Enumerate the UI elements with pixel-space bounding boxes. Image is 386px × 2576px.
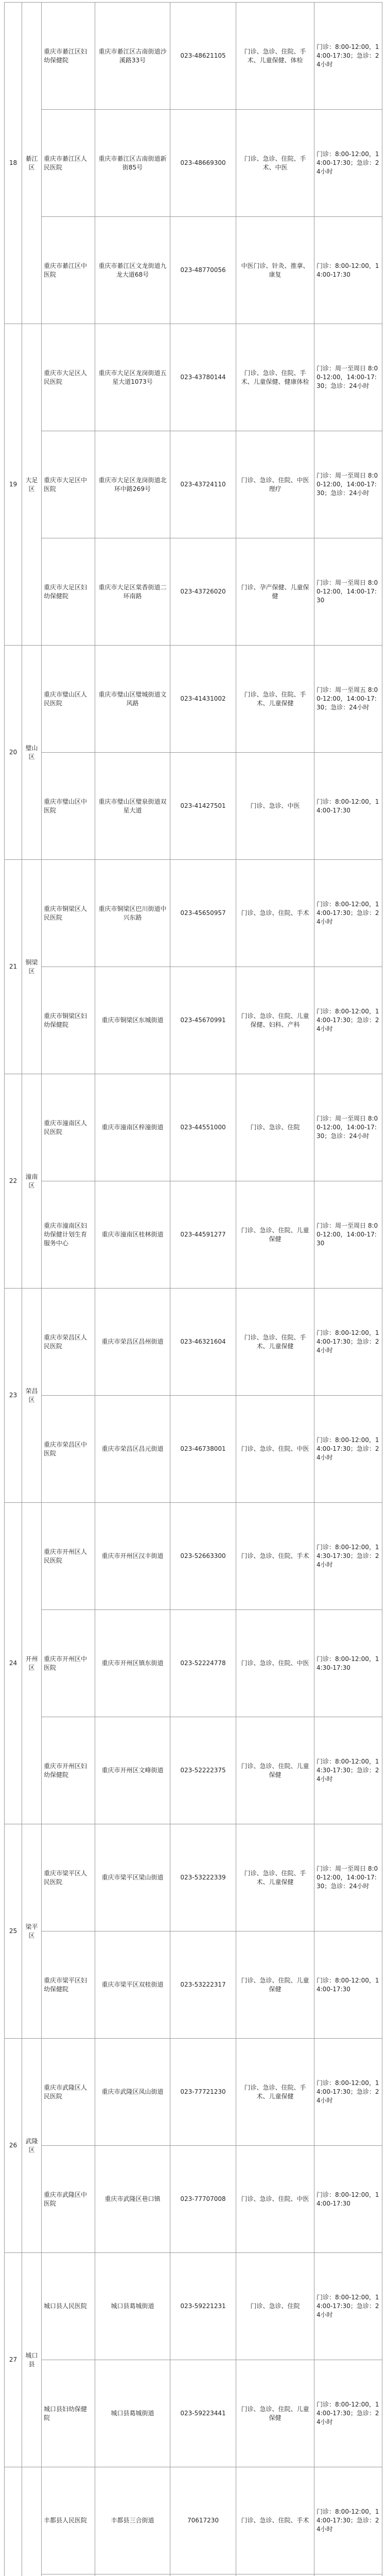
table-row <box>5 1289 382 1396</box>
hospital-phone[interactable]: 023-48770056 <box>170 217 236 324</box>
hospital-hours: 门诊：8:00-12:00，14:00-17:30；急诊：24小时 <box>314 2467 382 2574</box>
hospital-name: 重庆市綦江区人民医院 <box>42 110 95 217</box>
hospital-hours: 门诊：8:00-12:00，14:00-17:30；急诊：24小时 <box>314 2253 382 2360</box>
table-row <box>5 217 382 324</box>
hospital-hours: 门诊：8:00-12:00，14:00-17:30；急诊：24小时 <box>314 1396 382 1503</box>
hospital-address: 重庆市綦江区古南街道沙溪路33号 <box>95 3 170 110</box>
hospital-hours: 门诊：周一至周日 8:00-12:00，14:00-17:30；急诊：24小时 <box>314 431 382 538</box>
hospital-phone[interactable]: 023-48621105 <box>170 3 236 110</box>
hospital-phone[interactable]: 023-44551000 <box>170 1074 236 1181</box>
hospital-name: 重庆市大足区妇幼保健院 <box>42 538 95 646</box>
hospital-name: 重庆市綦江区妇幼保健院 <box>42 3 95 110</box>
hospital-hours <box>314 2574 382 2576</box>
hospital-table-body <box>5 3 382 2576</box>
hospital-name: 重庆市荣昌区中医院 <box>42 1396 95 1503</box>
hospital-services: 门诊、急诊、住院、儿童保健、妇科、产科 <box>236 967 314 1074</box>
table-row <box>5 967 382 1074</box>
table-row <box>5 2039 382 2146</box>
hospital-name: 重庆市荣昌区人民医院 <box>42 1289 95 1396</box>
hospital-services: 门诊、孕产保健、儿童保健 <box>236 538 314 646</box>
table-row <box>5 2360 382 2467</box>
group-number: 25 <box>5 1824 22 2039</box>
group-number <box>5 2467 22 2576</box>
hospital-address: 重庆市开州区汉丰街道 <box>95 1503 170 1610</box>
hospital-address: 重庆市大足区龙岗街道北环中路269号 <box>95 431 170 538</box>
hospital-phone[interactable]: 023-41427501 <box>170 753 236 860</box>
table-row <box>5 538 382 646</box>
group-number: 22 <box>5 1074 22 1289</box>
hospital-address: 重庆市璧山区璧泉街道双星大道 <box>95 753 170 860</box>
hospital-name: 重庆市潼南区人民医院 <box>42 1074 95 1181</box>
hospital-services: 门诊、急诊、住院、手术、儿童保健 <box>236 646 314 753</box>
group-number: 23 <box>5 1289 22 1503</box>
hospital-name: 重庆市梁平区妇幼保健院 <box>42 1931 95 2039</box>
group-number: 19 <box>5 324 22 646</box>
hospital-address: 重庆市大足区棠香街道二环南路 <box>95 538 170 646</box>
hospital-name: 重庆市大足区中医院 <box>42 431 95 538</box>
table-row <box>5 431 382 538</box>
hospital-hours: 门诊：周一至周日 8:00-12:00，14:00-17:30；急诊：24小时 <box>314 1824 382 1931</box>
district-name: 大足区 <box>22 324 42 646</box>
table-row <box>5 2253 382 2360</box>
hospital-services: 门诊、急诊、住院、儿童保健 <box>236 1931 314 2039</box>
hospital-services: 门诊、急诊、住院、儿童保健 <box>236 1717 314 1824</box>
hospital-name: 重庆市潼南区妇幼保健计划生育服务中心 <box>42 1181 95 1289</box>
hospital-address: 重庆市荣昌区昌州街道 <box>95 1289 170 1396</box>
hospital-address: 重庆市梁平区双桂街道 <box>95 1931 170 2039</box>
hospital-name: 重庆市璧山区中医院 <box>42 753 95 860</box>
table-row <box>5 860 382 967</box>
hospital-directory <box>4 2 382 2576</box>
hospital-hours: 门诊：8:00-12:00，14:00-17:30；急诊：24小时 <box>314 110 382 217</box>
hospital-hours: 门诊：8:00-12:00，14:00-17:30；急诊：24小时 <box>314 1289 382 1396</box>
district-name: 璧山区 <box>22 646 42 860</box>
hospital-phone[interactable]: 023-77707008 <box>170 2146 236 2253</box>
hospital-address: 重庆市大足区龙岗街道五星大道1073号 <box>95 324 170 431</box>
hospital-hours: 门诊：周一至周日 8:00-12:00，14:00-17:30 <box>314 538 382 646</box>
hospital-phone[interactable]: 70617230 <box>170 2467 236 2574</box>
group-number: 21 <box>5 860 22 1074</box>
hospital-phone[interactable]: 023-77721230 <box>170 2039 236 2146</box>
hospital-address: 重庆市铜梁区巴川街道中兴东路 <box>95 860 170 967</box>
hospital-address: 重庆市綦江区文龙街道九龙大道68号 <box>95 217 170 324</box>
hospital-hours: 门诊：8:00-12:00，14:00-17:30；急诊：24小时 <box>314 967 382 1074</box>
hospital-name: 重庆市开州区妇幼保健院 <box>42 1717 95 1824</box>
hospital-name: 重庆市开州区中医院 <box>42 1610 95 1717</box>
hospital-name: 重庆市璧山区人民医院 <box>42 646 95 753</box>
hospital-services: 门诊、急诊、住院 <box>236 2253 314 2360</box>
hospital-phone[interactable]: 023-59221231 <box>170 2253 236 2360</box>
hospital-phone[interactable]: 023-52222375 <box>170 1717 236 1824</box>
group-number: 26 <box>5 2039 22 2253</box>
district-name <box>22 2467 42 2576</box>
table-row <box>5 110 382 217</box>
hospital-table <box>4 2 382 2576</box>
table-row <box>5 3 382 110</box>
hospital-address: 重庆市武隆区巷口镇 <box>95 2146 170 2253</box>
hospital-address: 重庆市武隆区凤山街道 <box>95 2039 170 2146</box>
hospital-phone[interactable]: 023-59223441 <box>170 2360 236 2467</box>
table-row <box>5 1824 382 1931</box>
hospital-hours: 门诊：8:00-12:00，14:00-17:30；急诊：24小时 <box>314 860 382 967</box>
table-row <box>5 324 382 431</box>
district-name: 开州区 <box>22 1503 42 1824</box>
hospital-hours: 门诊：8:00-12:00，14:00-17:30 <box>314 217 382 324</box>
hospital-name: 重庆市武隆区人民医院 <box>42 2039 95 2146</box>
hospital-phone[interactable]: 023-48669300 <box>170 110 236 217</box>
hospital-phone[interactable]: 023-45670991 <box>170 967 236 1074</box>
hospital-hours: 门诊：8:00-12:00，14:00-17:30；急诊：24小时 <box>314 3 382 110</box>
table-row <box>5 1181 382 1289</box>
hospital-services: 门诊、急诊、住院、手术、儿童保健 <box>236 1824 314 1931</box>
hospital-phone[interactable]: 023-45650957 <box>170 860 236 967</box>
hospital-services: 门诊、急诊、住院、中医 <box>236 1610 314 1717</box>
hospital-address: 重庆市潼南区桂林街道 <box>95 1181 170 1289</box>
hospital-address: 城口县葛城街道 <box>95 2253 170 2360</box>
hospital-services: 门诊、急诊、住院、手术 <box>236 860 314 967</box>
table-row <box>5 1074 382 1181</box>
hospital-hours: 门诊：周一至周五 8:00-12:00，14:00-17:30；急诊：24小时 <box>314 646 382 753</box>
hospital-hours: 门诊：8:00-12:00，14:30-17:30 <box>314 1610 382 1717</box>
hospital-phone[interactable]: 023-43724110 <box>170 431 236 538</box>
hospital-hours: 门诊：8:00-12:00，14:00-17:30；急诊：24小时 <box>314 2360 382 2467</box>
hospital-name: 重庆市大足区人民医院 <box>42 324 95 431</box>
hospital-phone[interactable]: 023-43780144 <box>170 324 236 431</box>
table-row <box>5 2146 382 2253</box>
hospital-address: 重庆市开州区镇东街道 <box>95 1610 170 1717</box>
hospital-name: 重庆市綦江区中医院 <box>42 217 95 324</box>
hospital-address: 重庆市梁平区梁山街道 <box>95 1824 170 1931</box>
hospital-phone[interactable]: 023-46321604 <box>170 1289 236 1396</box>
hospital-services: 门诊、急诊、住院、儿童保健 <box>236 2360 314 2467</box>
hospital-services: 门诊、急诊、住院、儿童保健 <box>236 1181 314 1289</box>
hospital-address: 重庆市潼南区梓潼街道 <box>95 1074 170 1181</box>
table-row <box>5 1931 382 2039</box>
district-name: 城口县 <box>22 2253 42 2467</box>
hospital-phone[interactable]: 023-41431002 <box>170 646 236 753</box>
hospital-name: 重庆市开州区人民医院 <box>42 1503 95 1610</box>
district-name: 武隆区 <box>22 2039 42 2253</box>
hospital-services: 门诊、急诊、住院、中医 <box>236 1396 314 1503</box>
hospital-hours: 门诊：周一至周日 8:00-12:00，14:00-17:30；急诊：24小时 <box>314 1074 382 1181</box>
table-row <box>5 1503 382 1610</box>
district-name: 铜梁区 <box>22 860 42 1074</box>
table-row <box>5 646 382 753</box>
hospital-services: 门诊、急诊、住院 <box>236 1074 314 1181</box>
hospital-services: 中医门诊、针灸、推拿、康复 <box>236 217 314 324</box>
hospital-phone[interactable]: 023-43726020 <box>170 538 236 646</box>
district-name: 綦江区 <box>22 3 42 324</box>
hospital-phone[interactable]: 023-52663300 <box>170 1503 236 1610</box>
hospital-name: 重庆市武隆区中医院 <box>42 2146 95 2253</box>
hospital-phone[interactable]: 023-53222339 <box>170 1824 236 1931</box>
hospital-hours: 门诊：8:00-12:00，14:00-17:30；急诊：24小时 <box>314 2039 382 2146</box>
district-name: 潼南区 <box>22 1074 42 1289</box>
hospital-address: 丰都县三合街道 <box>95 2467 170 2574</box>
hospital-name: 城口县人民医院 <box>42 2253 95 2360</box>
hospital-services: 门诊、急诊、住院、手术、儿童保健 <box>236 2039 314 2146</box>
group-number: 18 <box>5 3 22 324</box>
hospital-address <box>95 2574 170 2576</box>
hospital-name: 重庆市铜梁区妇幼保健院 <box>42 967 95 1074</box>
hospital-phone[interactable]: 023-44591277 <box>170 1181 236 1289</box>
group-number: 24 <box>5 1503 22 1824</box>
table-row <box>5 753 382 860</box>
hospital-hours: 门诊：8:00-12:00，14:00-17:30 <box>314 2146 382 2253</box>
hospital-address: 城口县葛城街道 <box>95 2360 170 2467</box>
district-name: 荣昌区 <box>22 1289 42 1503</box>
hospital-hours: 门诊：8:00-12:00，14:30-17:30；急诊：24小时 <box>314 1717 382 1824</box>
district-name: 梁平区 <box>22 1824 42 2039</box>
hospital-address: 重庆市开州区文峰街道 <box>95 1717 170 1824</box>
hospital-hours: 门诊：周一至周日 8:00-12:00，14:00-17:30；急诊：24小时 <box>314 324 382 431</box>
hospital-hours: 门诊：8:00-12:00，14:00-17:30 <box>314 1931 382 2039</box>
hospital-services: 门诊、急诊、住院、中医理疗 <box>236 431 314 538</box>
hospital-address: 重庆市璧山区璧城街道文风路 <box>95 646 170 753</box>
hospital-name: 重庆市梁平区人民医院 <box>42 1824 95 1931</box>
hospital-services: 门诊、急诊、住院、手术、儿童保健、健康体检 <box>236 324 314 431</box>
hospital-address: 重庆市綦江区古南街道新街85号 <box>95 110 170 217</box>
hospital-name: 丰都县人民医院 <box>42 2467 95 2574</box>
hospital-services <box>236 2574 314 2576</box>
group-number: 20 <box>5 646 22 860</box>
hospital-name: 城口县妇幼保健院 <box>42 2360 95 2467</box>
table-row <box>5 2467 382 2574</box>
hospital-services: 门诊、急诊、住院、手术 <box>236 2467 314 2574</box>
hospital-services: 门诊、急诊、住院、手术、儿童保健、体检 <box>236 3 314 110</box>
hospital-services: 门诊、急诊、住院、中医 <box>236 2146 314 2253</box>
table-row <box>5 1610 382 1717</box>
table-row <box>5 2574 382 2576</box>
hospital-name <box>42 2574 95 2576</box>
hospital-name: 重庆市铜梁区人民医院 <box>42 860 95 967</box>
group-number: 27 <box>5 2253 22 2467</box>
hospital-address: 重庆市铜梁区东城街道 <box>95 967 170 1074</box>
hospital-phone[interactable]: 023-46738001 <box>170 1396 236 1503</box>
hospital-phone[interactable]: 023-52224778 <box>170 1610 236 1717</box>
hospital-hours: 门诊：8:00-12:00，14:00-17:30 <box>314 753 382 860</box>
hospital-services: 门诊、急诊、住院、手术、中医 <box>236 110 314 217</box>
hospital-phone[interactable]: 023-53222317 <box>170 1931 236 2039</box>
hospital-services: 门诊、急诊、中医 <box>236 753 314 860</box>
hospital-phone[interactable] <box>170 2574 236 2576</box>
hospital-services: 门诊、急诊、住院、手术、儿童保健 <box>236 1289 314 1396</box>
hospital-hours: 门诊：8:00-12:00，14:30-17:30；急诊：24小时 <box>314 1503 382 1610</box>
table-row <box>5 1717 382 1824</box>
table-row <box>5 1396 382 1503</box>
hospital-address: 重庆市荣昌区昌元街道 <box>95 1396 170 1503</box>
hospital-hours: 门诊：周一至周日 8:00-12:00，14:00-17:30 <box>314 1181 382 1289</box>
hospital-services: 门诊、急诊、住院、手术 <box>236 1503 314 1610</box>
